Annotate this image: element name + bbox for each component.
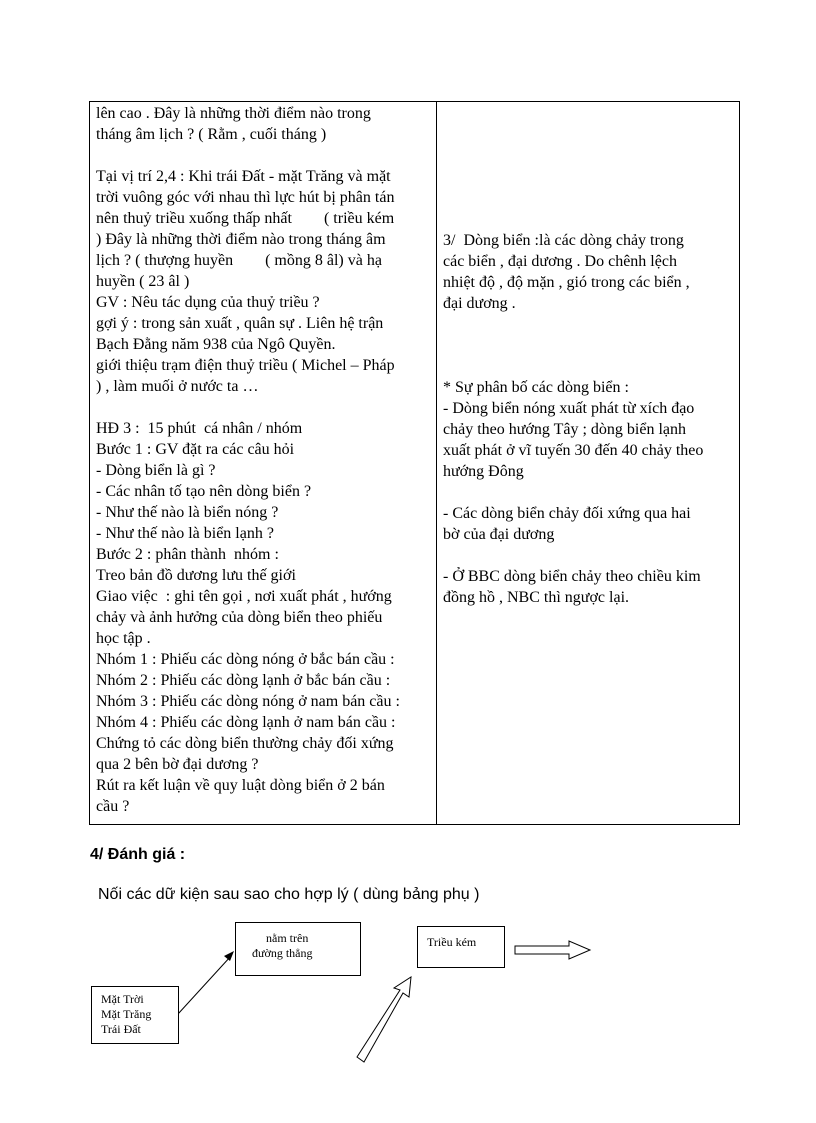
text-line: GV : Nêu tác dụng của thuỷ triều ? [96, 294, 320, 311]
box-text: Trái Đất [101, 1022, 141, 1036]
text-line: ) Đây là những thời điểm nào trong tháng âm [96, 231, 386, 248]
text-line: nhiệt độ , độ mặn , gió trong các biển , [443, 274, 690, 291]
text-line: chảy theo hướng Tây ; dòng biển lạnh [443, 421, 687, 438]
text-line: các biển , đại dương . Do chênh lệch [443, 253, 677, 270]
box-sun-moon-earth [91, 986, 179, 1044]
text-line: xuất phát ở vĩ tuyến 30 đến 40 chảy theo [443, 442, 704, 459]
text-line: Bạch Đằng năm 938 của Ngô Quyền. [96, 336, 336, 353]
text-line: Giao việc : ghi tên gọi , nơi xuất phát , hướng [96, 588, 392, 605]
box-text: Mặt Trăng [101, 1007, 152, 1021]
text-line: hướng Đông [443, 463, 524, 480]
text-line: Tại vị trí 2,4 : Khi trái Đất - mặt Trăng và mặt [96, 168, 391, 185]
text-line: - Dòng biển là gì ? [96, 462, 216, 479]
text-line: Treo bản đồ dương lưu thế giới [96, 567, 296, 584]
arrow-line-a-to-b [178, 956, 231, 1014]
text-line: Nhóm 2 : Phiếu các dòng lạnh ở bắc bán cầu : [96, 672, 391, 689]
text-line: giới thiệu trạm điện thuỷ triều ( Michel – Pháp [96, 357, 395, 374]
box-text: Mặt Trời [101, 992, 144, 1006]
arrow-head-a-to-b [224, 951, 234, 961]
box-text: đường thẳng [252, 946, 313, 960]
text-line: - Như thế nào là biển lạnh ? [96, 525, 274, 542]
text-line: HĐ 3 : 15 phút cá nhân / nhóm [96, 420, 303, 437]
text-line: Nhóm 1 : Phiếu các dòng nóng ở bắc bán cầu : [96, 651, 395, 668]
text-line: cầu ? [96, 798, 130, 815]
box-neap-tide [417, 926, 505, 968]
text-line: nên thuỷ triều xuống thấp nhất ( triều kém [96, 210, 395, 227]
text-line: Nhóm 3 : Phiếu các dòng nóng ở nam bán cầu : [96, 693, 400, 710]
text-line: - Như thế nào là biển nóng ? [96, 504, 279, 521]
text-line: chảy và ảnh hưởng của dòng biển theo phiếu [96, 609, 383, 626]
text-line: - Các nhân tố tạo nên dòng biển ? [96, 483, 312, 500]
text-line: - Các dòng biển chảy đối xứng qua hai [443, 505, 691, 522]
text-line: Nhóm 4 : Phiếu các dòng lạnh ở nam bán cầu : [96, 714, 396, 731]
text-line: lịch ? ( thượng huyền ( mồng 8 âl) và hạ [96, 252, 382, 269]
box-text: Triều kém [427, 935, 477, 949]
text-line: tháng âm lịch ? ( Rằm , cuối tháng ) [96, 126, 327, 143]
section-instruction: Nối các dữ kiện sau sao cho hợp lý ( dùng bảng phụ ) [98, 886, 480, 903]
text-line: Chứng tỏ các dòng biển thường chảy đối xứng [96, 735, 394, 752]
box-text: nằm trên [266, 931, 309, 945]
text-line: đại dương . [443, 295, 516, 312]
text-line: đồng hồ , NBC thì ngược lại. [443, 589, 630, 606]
text-line: Rút ra kết luận về quy luật dòng biển ở 2 bán [96, 777, 385, 794]
text-line: huyền ( 23 âl ) [96, 273, 190, 290]
block-arrow-up-right [357, 977, 411, 1062]
text-line: Bước 1 : GV đặt ra các câu hỏi [96, 441, 295, 458]
block-arrow-right [515, 941, 590, 959]
text-line: * Sự phân bố các dòng biển : [443, 379, 629, 396]
text-line: học tập . [96, 630, 151, 647]
text-line: qua 2 bên bờ đại dương ? [96, 756, 259, 773]
text-line: 3/ Dòng biển :là các dòng chảy trong [443, 232, 684, 249]
text-line: bờ của đại dương [443, 526, 555, 543]
text-line: lên cao . Đây là những thời điểm nào trong [96, 105, 371, 122]
section-title: 4/ Đánh giá : [90, 846, 186, 863]
text-line: - Ở BBC dòng biển chảy theo chiều kim [443, 568, 701, 585]
box-straight-line [235, 922, 361, 976]
text-line: ) , làm muối ở nước ta … [96, 378, 259, 395]
text-line: gợi ý : trong sản xuất , quân sự . Liên hệ trận [96, 315, 384, 332]
text-line: - Dòng biển nóng xuất phát từ xích đạo [443, 400, 695, 417]
text-line: trời vuông góc với nhau thì lực hút bị phân tán [96, 189, 395, 206]
text-line: Bước 2 : phân thành nhóm : [96, 546, 279, 563]
